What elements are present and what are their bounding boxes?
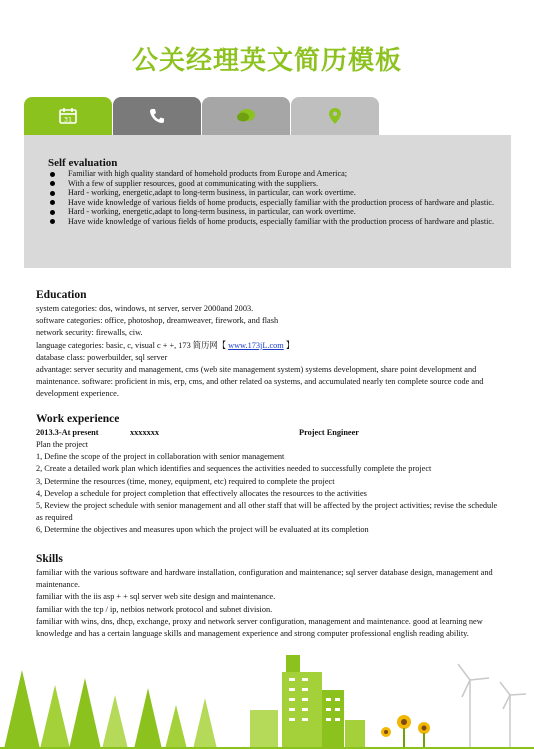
tab-calendar[interactable] [24, 97, 112, 135]
education-line: network security: firewalls, ciw. [36, 328, 143, 338]
skills-section [36, 553, 506, 640]
education-title: Education [36, 289, 87, 301]
work-section [36, 413, 506, 537]
calendar-day: 31 [63, 115, 73, 124]
chat-bubble-icon [236, 108, 256, 124]
green-city-illustration [0, 650, 534, 749]
skills-title: Skills [36, 553, 63, 565]
page-title: 公关经理英文简历模板 [131, 46, 402, 76]
work-line: 1, Define the scope of the project in collaboration with senior management [36, 452, 285, 462]
calendar-icon [59, 108, 77, 124]
job-company: xxxxxxx [130, 428, 160, 437]
work-line: 2, Create a detailed work plan which identifies and sequences the activities needed to successfully complete the project [36, 464, 432, 474]
list-item: With a few of supplier resources, good at communicating with the suppliers. [48, 179, 498, 189]
tab-location[interactable] [291, 97, 379, 135]
education-section [36, 289, 506, 401]
education-line: system categories: dos, windows, nt server, server 2000and 2003. [36, 304, 254, 313]
list-item: Hard - working, energetic,adapt to long-term business, in particular, can work overtime. [48, 188, 498, 198]
list-item: Familiar with high quality standard of homehold products from Europe and America; [48, 169, 498, 179]
education-line [36, 340, 506, 352]
work-title: Work experience [36, 413, 120, 425]
skills-line: familiar with the iis asp + + sql server web site design and maintenance. [36, 592, 276, 602]
list-item: Hard - working, energetic,adapt to long-term business, in particular, can work overtime. [48, 207, 498, 217]
tab-phone[interactable] [113, 97, 201, 135]
skills-line: familiar with the various software and hardware installation, configuration and maintenance; sql server database design, management and maintenance. [36, 568, 493, 590]
self-evaluation-title: Self evaluation [48, 157, 118, 169]
self-evaluation-list [48, 169, 498, 227]
list-item: Have wide knowledge of various fields of home products, especially familiar with the production process of hardware and plastic. [48, 198, 498, 208]
phone-icon [149, 108, 165, 124]
education-line: database class: powerbuilder, sql server [36, 352, 168, 362]
work-line: 6, Determine the objectives and measures upon which the project will be evaluated at its completion [36, 525, 369, 535]
skills-line: familiar with the tcp / ip, netbios network protocol and subnet division. [36, 604, 273, 614]
work-line: Plan the project [36, 440, 89, 449]
contact-tabs [24, 97, 514, 135]
work-line: 4, Develop a schedule for project completion that effectively allocates the resources to the activities [36, 488, 367, 498]
website-link[interactable]: www.173jL.com [228, 340, 284, 350]
language-text: language categories: basic, c, visual c + +, 173 简历网【 [36, 340, 229, 350]
wind-turbine-icon [458, 664, 526, 749]
building-icon [250, 655, 365, 749]
bracket-close: 】 [283, 340, 295, 350]
job-position: Project Engineer [299, 428, 359, 437]
education-line: software categories: office, photoshop, dreamweaver, firework, and flash [36, 316, 279, 326]
tree-icon [4, 670, 217, 749]
tab-chat[interactable] [202, 97, 290, 135]
location-pin-icon [328, 107, 342, 125]
work-line: 3, Determine the resources (time, money, equipment, etc) required to complete the project [36, 476, 335, 486]
list-item: Have wide knowledge of various fields of home products, especially familiar with the production process of hardware and plastic. [48, 217, 498, 227]
job-header [36, 427, 506, 439]
work-line: 5, Review the project schedule with senior management and all other staff that will be affected by the project activities; revise the schedule as required [36, 501, 498, 523]
sunflower-icon [381, 715, 430, 749]
skills-line: familiar with wins, dns, dhcp, exchange, proxy and network server configuration, management and maintenance. good at learning new knowledge and has a certain language skills and management experience and strong computer professional english reading ability. [36, 616, 483, 639]
education-line: advantage: server security and management, cms (web site management system) systems development, share point development and maintenance. software: proficient in mis, erp, cms, and other related oa systems, and accumulated nearly ten complete source code and development experience. [36, 365, 484, 399]
job-period: 2013.3-At present [36, 428, 99, 437]
